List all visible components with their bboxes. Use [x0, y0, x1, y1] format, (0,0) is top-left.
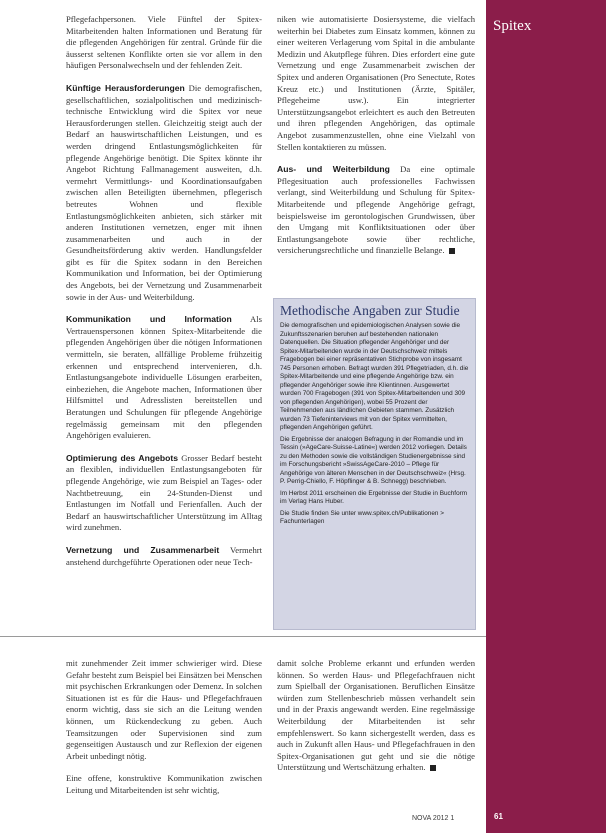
paragraph-training [277, 164, 475, 257]
body-optimization: Grosser Bedarf besteht an flexiblen, individuellen Entlastungsangeboten für pflegende Angehörige, wie zum Beispiel an Tages- oder Nachtbetreuung, ein 24-Stunden-Dienst und Entlastungen im Notfall und Ferienfallen. Auch der Bedarf an hauswirtschaftlicher Unterstützung im Alltag wird zunehmen. [66, 452, 262, 533]
body-networking-cont: niken wie automatisierte Dosiersysteme, die vielfach weiterhin bei Diabetes zum Einsatz kommen, können zu einer weiteren Verlagerung vom Spital in die ambulante Medizin und Akutpflege führen. Dies erfordert eine gute Vernetzung und enge Zusammenarbeit zwischen der Spitex und anderen Organisationen (Pro Senectute, Rotes Kreuz etc.) und Institutionen (Ärzte, Spitäler, Pflegeheime usw.). Ein integrierter Unterstützungsangebot erleichtert es auch den Betreuten und ihren pflegenden Angehörigen, das optimale Angebot zusammenzustellen, ohne eine Vielzahl von Stellen kontaktieren zu müssen. [277, 14, 475, 152]
column-top-left [66, 14, 262, 579]
page-number: 61 [494, 812, 503, 821]
bottom-paragraph: mit zunehmender Zeit immer schwieriger wird. Diese Gefahr besteht zum Beispiel bei Einsätzen bei Menschen mit psychischen Erkrankungen oder Demenz. In solchen Situationen ist es für die Haus- und Pflegefachfrauen enorm wichtig, dass sie sich an die Leitung wenden können, um Rückendeckung zu geben. Auch Teamsitzungen oder Supervisionen sind zum gegenseitigen Austausch und zur Reflexion der eigenen Arbeit unbedingt nötig. [66, 658, 262, 761]
methods-box-body [280, 322, 470, 530]
body-training: Da eine optimale Pflegesituation auch professionelles Fachwissen verlangt, sind Weiterbildung und Schulung für Spitex-Mitarbeitende und pflegende Angehörige gefragt, beispielsweise im gerontologischen Grundwissen, über den Umgang mit Konfliktsituationen oder über Entlastungsangebote sowie über rechtliche, versicherungsrechtliche und finanzielle Belange. [277, 164, 475, 256]
paragraph-networking [66, 545, 262, 568]
heading-communication: Kommunikation und Information [66, 314, 232, 325]
methods-paragraph: Im Herbst 2011 erscheinen die Ergebnisse der Studie in Buchform im Verlag Hans Huber. [280, 489, 468, 505]
heading-optimization: Optimierung des Angebots [66, 452, 179, 463]
section-label: Spitex [493, 18, 532, 34]
bottom-body: damit solche Probleme erkannt und erfunden werden können. So werden Haus- und Pflegefachfrauen nicht zum Spielball der Organisationen. Beruflichen Einsätze würden zum Stellenbeschrieb müssen verhandelt sein und in der Praxis angewandt werden. Eine regelmässige Weiterbildung der Mitarbeitenden ist sehr empfehlenswert. So kann sichergestellt werden, dass es auch in Zukunft allen Haus- und Pflegefachfrauen in den Spitex-Organisationen gut geht und sie die nötige Unterstützung und Wertschätzung erhalten. [277, 658, 475, 773]
section-divider [0, 636, 486, 637]
column-top-right [277, 14, 475, 268]
end-of-article-mark [449, 248, 455, 254]
methods-box-title: Methodische Angaben zur Studie [280, 303, 460, 318]
body-communication: Als Vertrauenspersonen können Spitex-Mitarbeitende die pflegenden Angehörigen über die nötigen Informationen vermitteln, sie beraten, allfällige Probleme frühzeitig erkennen und entsprechend intervenieren, d.h. Entlastungsangebote individuelle Lösungen erarbeiten, einbeziehen, die Angebote machen, Informationen über Hilfsmittel und Adresslisten bereitstellen und Beratungen und Schulungen für pflegende Angehörige regelmässig gemeinsam mit den pflegenden Angehörigen evaluieren. [66, 314, 262, 441]
heading-future-challenges: Künftige Herausforderungen [66, 82, 185, 93]
footer-publication: NOVA 2012 1 [412, 815, 455, 822]
methods-paragraph: Die Ergebnisse der analogen Befragung in der Romandie und im Tessin (»AgeCare-Suisse-Latine«) werden 2012 vorliegen. Details zu den Methoden sowie die vollständigen Studienergebnisse sind im Forschungsbericht »SwissAgeCare-2010 – Pflege für Angehörige von älteren Menschen in der Deutschschweiz« (Hrsg. P. Perrig-Chiello, F. Höpflinger & B. Schnegg) beschrieben. [280, 435, 467, 485]
intro-paragraph: Pflegefachpersonen. Viele Fünftel der Spitex-Mitarbeitenden halten Informationen und Beratung für die pflegenden Angehörigen für zentral. Gründe für die äusserst seltenen Konflikte orten sie vor allem in den häufigen Personalwechseln und der fehlenden Zeit. [66, 14, 262, 71]
column-bottom-right [277, 658, 475, 785]
paragraph-optimization [66, 453, 262, 534]
methods-paragraph: Die demografischen und epidemiologischen Analysen sowie die Zukunftsszenarien beruhen auf bestehenden nationalen Datenquellen. Die Situation pflegender Angehöriger und der Spitex-Mitarbeitenden wurde in der Deutschschweiz mittels Fragebogen bei einer repräsentativen Stichprobe von insgesamt 745 Personen erhoben. Befragt wurden 391 Pflegetriaden, d.h. die Spitex-Mitarbeitende und eine pflegende Angehörige bzw. ein pflegender Angehöriger sowie ihre Klientinnen. Ausgewertet wurden 700 Fragebogen (391 von Spitex-Mitarbeitenden und 309 von pflegenden Angehörigen), wobei 55 Prozent der Teilnehmenden aus ländlichen Gebieten stammen. Zusätzlich wurden 73 Tiefeninterviews mit von der Spitex vermittelten, pflegenden Angehörigen geführt. [280, 322, 469, 431]
body-networking: Vermehrt anstehend durchgeführte Operationen oder neue Tech- [66, 544, 262, 567]
paragraph-future-challenges [66, 83, 262, 303]
body-future-challenges: Die demografischen, gesellschaftlichen, sozialpolitischen und medizinisch-technische Entwicklung wird die Spitex vor neue Herausforderungen stellen. Gleichzeitig steigt auch der Bedarf an hauswirtschaftlichen Leistungen, und es werden dringend Entlastungsmöglichkeiten für pflegende Angehörige benötigt. Die Spitex könnte ihr Angebot Richtung Fallmanagement ausweiten, d.h. vermehrt Vermittlungs- und Koordinationsaufgaben zwischen allen Beteiligten übernehmen, pflegerisch betreutes Wohnen und flexible Entlastungsmöglichkeiten anbieten, sich stärker mit anderen Institutionen vernetzen, enger mit ihnen zusammenarbeiten und auch in der Gesundheitsförderung aktiv werden. Handlungsfelder gibt es für die Spitex sodann in den Bereichen Kommunikation und Information, bei der Optimierung des Angebots, bei der Vernetzung und Zusammenarbeit sowie in der Aus- und Weiterbildung. [66, 82, 262, 302]
methods-paragraph: Die Studie finden Sie unter www.spitex.ch/Publikationen > Fachunterlagen [280, 509, 444, 525]
bottom-paragraph: Eine offene, konstruktive Kommunikation zwischen Leitung und Mitarbeitenden ist sehr wichtig, [66, 773, 262, 795]
end-of-article-mark [430, 765, 436, 771]
bottom-paragraph-end [277, 658, 475, 774]
paragraph-communication [66, 314, 262, 442]
section-sidebar [486, 0, 606, 833]
column-bottom-left [66, 658, 262, 808]
heading-training: Aus- und Weiterbildung [277, 164, 390, 175]
heading-networking: Vernetzung und Zusammenarbeit [66, 544, 220, 555]
